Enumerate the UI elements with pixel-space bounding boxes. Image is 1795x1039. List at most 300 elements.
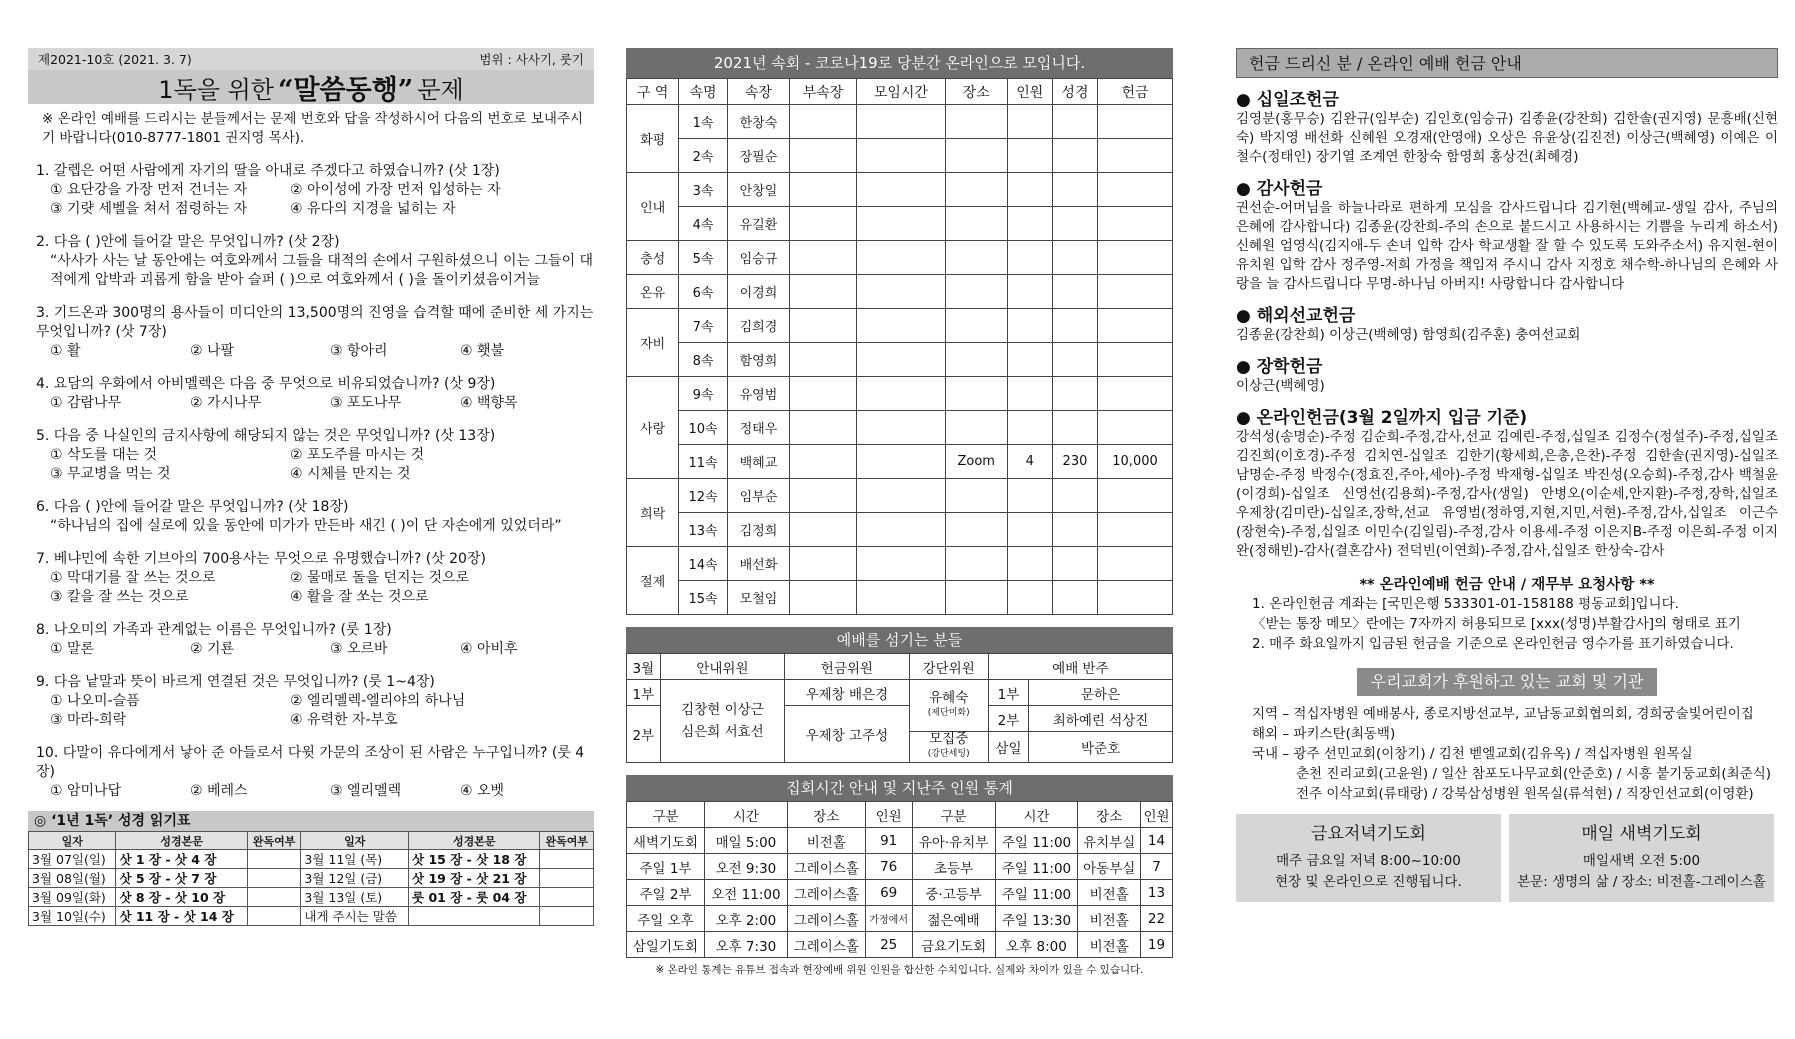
meeting-time	[857, 547, 946, 581]
meeting-time	[857, 207, 946, 241]
cell-header: 속장	[727, 79, 789, 105]
attendance-cell: 비전홀	[787, 828, 865, 854]
reading-cell: 삿 5 장 - 삿 7 장	[116, 869, 247, 888]
meeting-time	[857, 309, 946, 343]
option: ③ 마라-희락	[50, 712, 127, 728]
meeting-time	[857, 105, 946, 139]
attendance-header: 구분	[912, 802, 995, 828]
count	[1007, 207, 1052, 241]
options	[36, 569, 594, 607]
offering	[1098, 411, 1173, 445]
attendance-cell: 13	[1141, 880, 1173, 906]
question	[28, 498, 594, 536]
options	[36, 640, 594, 659]
attendance-header: 시간	[995, 802, 1078, 828]
cell-row	[627, 411, 1173, 445]
support-item: 춘천 진리교회(고윤원) / 일산 참포도나무교회(안준호) / 시흥 붙기둥교회(최준식)	[1296, 766, 1772, 782]
section-heading: ● 십일조헌금	[1236, 90, 1339, 110]
cell-header: 헌금	[1098, 79, 1173, 105]
option: ① 요단강을 가장 먼저 건너는 자	[50, 182, 248, 198]
attendance-row	[627, 932, 1173, 958]
section-body: 이상근(백혜영)	[1236, 378, 1325, 394]
cell-row	[627, 513, 1173, 547]
meeting-time	[857, 513, 946, 547]
cell-row	[627, 479, 1173, 513]
district-name: 인내	[627, 173, 679, 241]
reading-cell	[247, 888, 301, 907]
district-name: 자비	[627, 309, 679, 377]
cell-number: 5속	[679, 241, 727, 275]
servants-table	[626, 653, 1173, 763]
attendance-header: 장소	[1078, 802, 1141, 828]
attendance-cell: 오후 8:00	[995, 932, 1078, 958]
count: 4	[1007, 445, 1052, 479]
offering-sections	[1236, 85, 1778, 561]
cell-leader: 모철임	[727, 581, 789, 615]
acc-label: 삼일	[988, 732, 1028, 763]
option: ③ 오르바	[330, 641, 388, 657]
cell-row	[627, 343, 1173, 377]
meeting-time	[857, 411, 946, 445]
reading-cell: 3월 08일(월)	[29, 869, 116, 888]
options	[36, 782, 594, 801]
reading-cell: 3월 13일 (토)	[301, 888, 409, 907]
cell-row	[627, 581, 1173, 615]
attendance-cell: 91	[865, 828, 912, 854]
request-title: ** 온라인예배 헌금 안내 / 재무부 요청사항 **	[1359, 577, 1655, 593]
question-passage: “사사가 사는 날 동안에는 여호와께서 그들을 대적의 손에서 구원하셨으니 이는 그들이 대적에게 압박과 괴롭게 함을 받아 슬퍼 ( )으로 여호와께서 ( )을 돌이키셨음이거늘	[50, 253, 594, 288]
attendance-cell: 오전 11:00	[705, 880, 788, 906]
cell-header: 부속장	[790, 79, 857, 105]
option: ① 감람나무	[50, 395, 122, 411]
offering	[1098, 105, 1173, 139]
cell-leader: 함영희	[727, 343, 789, 377]
attendance-cell: 유치부실	[1078, 828, 1141, 854]
meeting-time	[857, 377, 946, 411]
support-item: 지역 – 적십자병원 예배봉사, 종로지방선교부, 교남동교회협의회, 경희궁술빛어린이집	[1252, 706, 1754, 722]
question	[28, 162, 594, 219]
offering-column	[1236, 48, 1778, 902]
servants-header: 헌금위원	[785, 654, 909, 680]
place	[945, 411, 1007, 445]
guide-2: 심은희 서효선	[681, 724, 764, 740]
cell-row	[627, 241, 1173, 275]
option: ③ 엘리멜렉	[330, 783, 402, 799]
place	[945, 275, 1007, 309]
reading-title: ◎ ‘1년 1독’ 성경 읽기표	[28, 811, 594, 831]
meeting-time	[857, 173, 946, 207]
cell-row	[627, 207, 1173, 241]
attendance-cell: 25	[865, 932, 912, 958]
question-text: 10. 다말이 유다에게서 낳아 준 아들로서 다윗 가문의 조상이 된 사람은 누구입니까? (룻 4장)	[36, 745, 585, 780]
attendance-cell: 그레이스홀	[787, 854, 865, 880]
reading-cell: 삿 19 장 - 삿 21 장	[409, 869, 540, 888]
cell-number: 14속	[679, 547, 727, 581]
reading-row	[29, 850, 594, 869]
meeting-time	[857, 479, 946, 513]
option: ④ 아비후	[460, 641, 518, 657]
attendance-cell: 7	[1141, 854, 1173, 880]
reading-cell: 삿 8 장 - 삿 10 장	[116, 888, 247, 907]
bible	[1052, 513, 1097, 547]
place	[945, 479, 1007, 513]
reading-cell	[409, 907, 540, 926]
district-name: 희락	[627, 479, 679, 547]
place	[945, 241, 1007, 275]
option: ③ 항아리	[330, 343, 388, 359]
place	[945, 207, 1007, 241]
friday-prayer-title: 금요저녁기도회	[1311, 824, 1426, 844]
offering	[1098, 173, 1173, 207]
bible	[1052, 207, 1097, 241]
quiz-title	[28, 70, 594, 104]
cell-leader: 안창일	[727, 173, 789, 207]
cell-number: 6속	[679, 275, 727, 309]
reading-row	[29, 907, 594, 926]
option: ② 기룐	[190, 641, 235, 657]
support-item: 전주 이삭교회(류태랑) / 강북삼성병원 원목실(류석현) / 직장인선교회(이영환)	[1296, 786, 1754, 802]
meeting-time	[857, 241, 946, 275]
option: ③ 기럇 세벨을 쳐서 점령하는 자	[50, 201, 248, 217]
cell-row	[627, 547, 1173, 581]
reading-cell: 룻 01 장 - 룻 04 장	[409, 888, 540, 907]
district-name: 온유	[627, 275, 679, 309]
question	[28, 304, 594, 361]
option: ④ 유다의 지경을 넓히는 자	[290, 201, 456, 217]
attendance-header: 인원	[865, 802, 912, 828]
attendance-cell: 주일 2부	[627, 880, 705, 906]
question-text: 2. 다음 ( )안에 들어갈 말은 무엇입니까? (삿 2장)	[36, 234, 340, 250]
sub-leader	[790, 309, 857, 343]
section-heading: ● 감사헌금	[1236, 179, 1323, 199]
offering	[1098, 241, 1173, 275]
sub-leader	[790, 139, 857, 173]
attendance-cell: 22	[1141, 906, 1173, 932]
reading-header: 완독여부	[540, 832, 594, 850]
cell-leader: 장필순	[727, 139, 789, 173]
reading-header: 일자	[301, 832, 409, 850]
reading-cell	[540, 850, 594, 869]
options	[36, 394, 594, 413]
count	[1007, 377, 1052, 411]
title-pre: 1독을 위한	[158, 75, 274, 104]
place: Zoom	[945, 445, 1007, 479]
meeting-time	[857, 581, 946, 615]
count	[1007, 241, 1052, 275]
offering-header: 헌금 드리신 분 / 온라인 예배 헌금 안내	[1236, 48, 1778, 78]
cell-number: 7속	[679, 309, 727, 343]
acc-name: 최하예린 석상진	[1029, 706, 1173, 732]
option: ① 말론	[50, 641, 95, 657]
sub-leader	[790, 105, 857, 139]
count	[1007, 479, 1052, 513]
cell-row	[627, 377, 1173, 411]
altar-1: 유혜숙	[929, 689, 969, 706]
cell-number: 10속	[679, 411, 727, 445]
reading-row	[29, 888, 594, 907]
attendance-cell: 초등부	[912, 854, 995, 880]
attendance-cell: 그레이스홀	[787, 880, 865, 906]
cell-leader: 임승규	[727, 241, 789, 275]
cell-leader: 유길환	[727, 207, 789, 241]
quiz-column	[28, 48, 594, 926]
reading-cell	[247, 869, 301, 888]
cell-number: 15속	[679, 581, 727, 615]
attendance-cell: 매일 5:00	[705, 828, 788, 854]
attendance-row	[627, 880, 1173, 906]
sub-leader	[790, 275, 857, 309]
sub-leader	[790, 547, 857, 581]
option: ③ 포도나무	[330, 395, 402, 411]
count	[1007, 275, 1052, 309]
cell-leader: 임부순	[727, 479, 789, 513]
count	[1007, 343, 1052, 377]
count	[1007, 105, 1052, 139]
request-item: 2. 매주 화요일까지 입금된 헌금을 기준으로 온라인헌금 영수가를 표기하였습니다.	[1252, 636, 1734, 652]
attendance-cell: 주일 11:00	[995, 880, 1078, 906]
question-text: 5. 다음 중 나실인의 금지사항에 해당되지 않는 것은 무엇입니까? (삿 13장)	[36, 428, 496, 444]
service-1: 1부	[627, 680, 661, 706]
section-body: 강석성(송명순)-주정 김순희-주정,감사,선교 김예린-주정,십일조 김정수(정설주)-주정,십일조 김진희(이호경)-주정 김치연-십일조 김한기(황세희,은총,은찬)-주정 김한솔(권지영)-십일조 남명순-주정 박정수(정효진,주아,세아)-주정 박재형-십일조 박진성(오승희)-주정,감사 백철윤(이경희)-십일조 신영선(김용희)-주정,감사(생일) 안병오(이순세,안지환)-주정,장학,십일조 우제창(김미란)-십일조,장학,선교 유영범(정하영,지현,지민,서현)-주정,감사,십일조 이근수(장현숙)-주정,십일조 이민수(김일림)-주정,감사 이용세-주정 이은지B-주정 이은희-주정 이지완(정해빈)-감사(결혼감사) 전덕빈(이연희)-주정,감사,십일조 한상숙-감사	[1236, 429, 1778, 559]
district-name: 화평	[627, 105, 679, 173]
friday-prayer-note: 현장 및 온라인으로 진행됩니다.	[1275, 874, 1462, 890]
attendance-cell: 그레이스홀	[787, 906, 865, 932]
sub-leader	[790, 343, 857, 377]
attendance-note: ※ 온라인 통계는 유튜브 접속과 현장예배 위원 인원을 합산한 수치입니다. 실제와 차이가 있을 수 있습니다.	[655, 964, 1144, 976]
bible	[1052, 241, 1097, 275]
options	[36, 692, 594, 730]
question	[28, 550, 594, 607]
question-text: 7. 베냐민에 속한 기브아의 700용사는 무엇으로 유명했습니까? (삿 20장)	[36, 551, 486, 567]
attendance-cell: 삼일기도회	[627, 932, 705, 958]
bible: 230	[1052, 445, 1097, 479]
offering	[1098, 207, 1173, 241]
reading-header: 일자	[29, 832, 116, 850]
attendance-cell: 유아·유치부	[912, 828, 995, 854]
attendance-cell: 그레이스홀	[787, 932, 865, 958]
cell-meeting-title: 2021년 속회 - 코로나19로 당분간 온라인으로 모입니다.	[626, 48, 1173, 78]
dawn-prayer-title: 매일 새벽기도회	[1581, 824, 1702, 844]
sub-leader	[790, 377, 857, 411]
request-list	[1236, 594, 1778, 654]
attendance-cell: 비전홀	[1078, 880, 1141, 906]
support-title: 우리교회가 후원하고 있는 교회 및 기관	[1357, 668, 1657, 696]
question	[28, 744, 594, 801]
attendance-cell: 오후 2:00	[705, 906, 788, 932]
option: ④ 오벳	[460, 783, 505, 799]
request-item: 〈받는 통장 메모〉란에는 7자까지 허용되므로 [xxx(성명)부활감사]의 형태로 표기	[1252, 616, 1741, 632]
acc-label: 2부	[988, 706, 1028, 732]
question	[28, 375, 594, 413]
question-list	[28, 162, 594, 801]
attendance-cell: 주일 오후	[627, 906, 705, 932]
attendance-cell: 가정에서	[865, 906, 912, 932]
altar-2: 모집중	[929, 731, 969, 747]
cell-number: 11속	[679, 445, 727, 479]
bible	[1052, 377, 1097, 411]
options	[36, 181, 594, 219]
meeting-time	[857, 139, 946, 173]
sub-leader	[790, 479, 857, 513]
attendance-cell: 76	[865, 854, 912, 880]
cell-leader: 정태우	[727, 411, 789, 445]
reading-cell	[540, 888, 594, 907]
cell-number: 2속	[679, 139, 727, 173]
title-post: 문제	[417, 75, 464, 104]
offering	[1098, 377, 1173, 411]
question-text: 4. 요담의 우화에서 아비멜렉은 다음 중 무엇으로 비유되었습니까? (삿 9장)	[36, 376, 496, 392]
bible	[1052, 309, 1097, 343]
servants-header: 강단위원	[909, 654, 988, 680]
option: ③ 무교병을 먹는 것	[50, 466, 171, 482]
cell-number: 3속	[679, 173, 727, 207]
option: ② 나팔	[190, 343, 235, 359]
question-text: 6. 다음 ( )안에 들어갈 말은 무엇입니까? (삿 18장)	[36, 499, 349, 515]
offering	[1098, 513, 1173, 547]
offering	[1098, 547, 1173, 581]
reading-cell: 3월 10일(수)	[29, 907, 116, 926]
section-body: 김종윤(강찬희) 이상근(백혜영) 함영희(김주훈) 충여선교회	[1236, 327, 1581, 343]
attendance-header: 구분	[627, 802, 705, 828]
bible	[1052, 547, 1097, 581]
dawn-prayer-box	[1509, 814, 1774, 902]
offering	[1098, 309, 1173, 343]
section-heading: ● 해외선교헌금	[1236, 306, 1356, 326]
option: ② 포도주를 마시는 것	[290, 447, 425, 463]
attendance-cell: 오전 9:30	[705, 854, 788, 880]
attendance-row	[627, 906, 1173, 932]
bible	[1052, 173, 1097, 207]
attendance-header: 인원	[1141, 802, 1173, 828]
reading-cell: 삿 15 장 - 삿 18 장	[409, 850, 540, 869]
reading-cell: 삿 11 장 - 삿 14 장	[116, 907, 247, 926]
scope: 범위 : 사사기, 룻기	[479, 52, 584, 67]
reading-table	[28, 831, 594, 926]
reading-cell: 삿 1 장 - 삿 4 장	[116, 850, 247, 869]
attendance-cell: 아동부실	[1078, 854, 1141, 880]
cell-leader: 김희경	[727, 309, 789, 343]
request-item: 1. 온라인헌금 계좌는 [국민은행 533301-01-158188 평동교회]입니다.	[1252, 596, 1679, 612]
cell-number: 1속	[679, 105, 727, 139]
attendance-header: 시간	[705, 802, 788, 828]
option: ① 암미나답	[50, 783, 122, 799]
count	[1007, 547, 1052, 581]
cell-number: 13속	[679, 513, 727, 547]
offering	[1098, 343, 1173, 377]
cell-leader: 이경희	[727, 275, 789, 309]
attendance-cell: 비전홀	[1078, 906, 1141, 932]
attendance-cell: 19	[1141, 932, 1173, 958]
count	[1007, 513, 1052, 547]
sub-leader	[790, 241, 857, 275]
option: ④ 횃불	[460, 343, 505, 359]
bible	[1052, 105, 1097, 139]
option: ② 엘리멜렉-엘리야의 하나님	[290, 693, 466, 709]
attendance-row	[627, 854, 1173, 880]
sub-leader	[790, 581, 857, 615]
district-name: 절제	[627, 547, 679, 615]
reading-cell	[540, 907, 594, 926]
attendance-cell: 주일 11:00	[995, 828, 1078, 854]
attendance-title: 집회시간 안내 및 지난주 인원 통계	[626, 775, 1173, 801]
cell-header: 구 역	[627, 79, 679, 105]
cell-header: 성경	[1052, 79, 1097, 105]
reading-cell: 3월 11일 (목)	[301, 850, 409, 869]
place	[945, 547, 1007, 581]
option: ① 삭도를 대는 것	[50, 447, 158, 463]
option: ② 아이성에 가장 먼저 입성하는 자	[290, 182, 501, 198]
attendance-row	[627, 828, 1173, 854]
question-text: 3. 기드온과 300명의 용사들이 미디안의 13,500명의 진영을 습격할 때에 준비한 세 가지는 무엇입니까? (삿 7장)	[36, 305, 594, 340]
place	[945, 139, 1007, 173]
title-emphasis: “말씀동행”	[277, 74, 414, 106]
friday-prayer-time: 매주 금요일 저녁 8:00~10:00	[1276, 853, 1461, 869]
cell-leader: 김정희	[727, 513, 789, 547]
support-item: 국내 – 광주 선민교회(이창기) / 김천 벧엘교회(김유옥) / 적십자병원 원목실	[1252, 746, 1693, 762]
meeting-time	[857, 275, 946, 309]
offering	[1098, 275, 1173, 309]
question-passage: “하나님의 집에 실로에 있을 동안에 미가가 만든바 새긴 ( )이 단 자손에게 있었더라”	[50, 518, 562, 534]
offering	[1098, 479, 1173, 513]
options	[36, 342, 594, 361]
attendance-cell: 69	[865, 880, 912, 906]
section-body: 권선순-어머님을 하늘나라로 편하게 모심을 감사드립니다 김기현(백혜교-생일 감사, 주님의 은혜에 감사합니다) 김종윤(강찬희-주의 손으로 붙드시고 사용하시는 기쁨을 누리게 하소서) 신혜원 엄영식(김지애-두 손녀 입학 감사 학교생활 잘 할 수 있도록 도와주소서) 유지현-현이 유치원 입학 감사 정주영-저희 가정을 책임져 주시니 감사 지정호 채수학-하나님의 은혜와 사랑을 늘 감사드립니다 무명-하나님 아버지! 사랑합니다 감사합니다	[1236, 200, 1778, 292]
issue-number: 제2021-10호 (2021. 3. 7)	[38, 52, 192, 67]
option: ④ 유력한 자-부호	[290, 712, 398, 728]
reading-row	[29, 869, 594, 888]
support-item: 해외 – 파키스탄(최동백)	[1252, 726, 1396, 742]
servants-header: 예배 반주	[988, 654, 1172, 680]
cell-row	[627, 445, 1173, 479]
acc-name: 문하은	[1029, 680, 1173, 706]
servants-header: 3월	[627, 654, 661, 680]
attendance-header: 장소	[787, 802, 865, 828]
sub-leader	[790, 173, 857, 207]
cell-leader: 유영범	[727, 377, 789, 411]
section-body: 김영분(홍무승) 김완규(임부순) 김인호(임승규) 김종윤(강찬희) 김한솔(권지영) 문흥배(신현숙) 박지영 배선화 신혜원 오경재(안영애) 오상은 유윤상(김진전) 이상근(백혜영) 이예은 이철수(정태인) 장기열 조계연 한창숙 함영희 홍상건(최혜경)	[1236, 111, 1778, 165]
count	[1007, 411, 1052, 445]
attendance-cell: 오후 7:30	[705, 932, 788, 958]
dawn-prayer-note: 본문: 생명의 삶 / 장소: 비전홀-그레이스홀	[1517, 874, 1766, 890]
cell-number: 8속	[679, 343, 727, 377]
cell-header: 모임시간	[857, 79, 946, 105]
attendance-cell: 주일 1부	[627, 854, 705, 880]
question	[28, 621, 594, 659]
count	[1007, 309, 1052, 343]
option: ④ 활을 잘 쏘는 것으로	[290, 589, 429, 605]
section-heading: ● 장학헌금	[1236, 357, 1323, 377]
option: ④ 백향목	[460, 395, 518, 411]
place	[945, 173, 1007, 207]
servants-header: 안내위원	[660, 654, 784, 680]
cell-row	[627, 139, 1173, 173]
reading-cell: 3월 12일 (금)	[301, 869, 409, 888]
option: ③ 칼을 잘 쓰는 것으로	[50, 589, 189, 605]
cell-row	[627, 105, 1173, 139]
section-heading: ● 온라인헌금(3월 2일까지 입금 기준)	[1236, 408, 1528, 428]
attendance-cell: 젊은예배	[912, 906, 995, 932]
cell-table	[626, 78, 1173, 615]
reading-cell	[540, 869, 594, 888]
question	[28, 673, 594, 730]
cell-number: 4속	[679, 207, 727, 241]
option: ① 나오미-슬픔	[50, 693, 140, 709]
altar-2-note: (강단세팅)	[927, 749, 970, 759]
question-text: 9. 다음 낱말과 뜻이 바르게 연결된 것은 무엇입니까? (룻 1~4장)	[36, 674, 435, 690]
acc-label: 1부	[988, 680, 1028, 706]
reading-header: 성경본문	[116, 832, 247, 850]
place	[945, 581, 1007, 615]
